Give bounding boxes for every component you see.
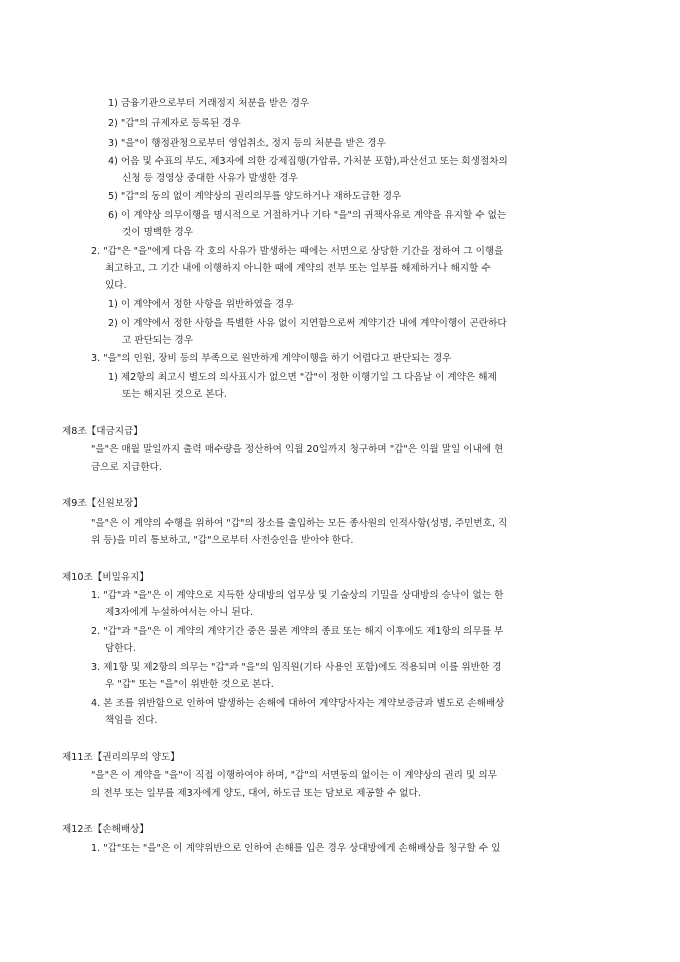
article-9-body-1: "을"은 이 계약의 수행을 위하여 "갑"의 장소를 출입하는 모든 종사원의 인적사항(성명, 주민번호, 직 xyxy=(91,518,508,529)
article-12-item-1: 1. "갑"또는 "을"은 이 계약위반으로 인하여 손해를 입은 경우 상대방에게 손해배상을 청구할 수 있 xyxy=(91,843,501,854)
article-8-heading: 제8조【대금지급】 xyxy=(62,426,143,437)
article-10-heading: 제10조【비밀유지】 xyxy=(62,572,150,583)
article-10-item-2-cont: 담한다. xyxy=(105,643,136,654)
article-12-heading: 제12조【손해배상】 xyxy=(62,824,150,835)
list-item-1-4-cont: 신청 등 경영상 중대한 사유가 발생한 경우 xyxy=(122,173,298,184)
article-10-item-3-cont: 우 "갑" 또는 "을"이 위반한 것으로 본다. xyxy=(105,679,274,690)
article-10-item-1: 1. "갑"과 "을"은 이 계약으로 지득한 상대방의 업무상 및 기술상의 기밀을 상대방의 승낙이 없는 한 xyxy=(91,590,504,601)
article-10-item-4-cont: 책임을 진다. xyxy=(105,715,158,726)
list-item-1-2: 2) "갑"의 규제자로 등록된 경우 xyxy=(108,118,241,129)
list-item-3-1-cont: 또는 해지된 것으로 본다. xyxy=(122,389,227,400)
article-9-heading: 제9조【신원보장】 xyxy=(62,498,143,509)
list-item-2-2: 2) 이 계약에서 정한 사항을 특별한 사유 없이 지연함으로써 계약기간 내에 계약이행이 곤란하다 xyxy=(108,318,507,329)
article-10-item-4: 4. 본 조를 위반함으로 인하여 발생하는 손해에 대하여 계약당사자는 계약보증금과 별도로 손해배상 xyxy=(91,698,505,709)
list-item-2-1: 1) 이 계약에서 정한 사항을 위반하였을 경우 xyxy=(108,299,294,310)
clause-item-2-cont-2: 있다. xyxy=(105,280,127,291)
list-item-1-4: 4) 어음 및 수표의 부도, 제3자에 의한 강제집행(가압류, 가처분 포함),파산선고 또는 회생절차의 xyxy=(108,156,508,167)
article-10-item-1-cont: 제3자에게 누설하여서는 아니 된다. xyxy=(105,607,254,618)
article-8-body-2: 금으로 지급한다. xyxy=(91,462,162,473)
article-8-body-1: "을"은 매월 말일까지 출력 매수량을 정산하여 익월 20일까지 청구하며 "갑"은 익월 말일 이내에 현 xyxy=(91,444,504,455)
list-item-2-2-cont: 고 판단되는 경우 xyxy=(122,335,193,346)
article-11-heading: 제11조【권리의무의 양도】 xyxy=(62,752,180,763)
list-item-1-3: 3) "을"이 행정관청으로부터 영업취소, 정지 등의 처분을 받은 경우 xyxy=(108,138,386,149)
clause-item-3: 3. "을"의 인원, 장비 등의 부족으로 원만하게 계약이행을 하기 어렵다고 판단되는 경우 xyxy=(91,353,452,364)
list-item-1-5: 5) "갑"의 동의 없이 계약상의 권리의무를 양도하거나 재하도급한 경우 xyxy=(108,191,402,202)
article-11-body-1: "을"은 이 계약을 "을"이 직접 이행하여야 하며, "갑"의 서면동의 없이는 이 계약상의 권리 및 의무 xyxy=(91,770,497,781)
article-10-item-2: 2. "갑"과 "을"은 이 계약의 계약기간 중은 물론 계약의 종료 또는 해지 이후에도 제1항의 의무를 부 xyxy=(91,626,504,637)
clause-item-2: 2. "갑"은 "을"에게 다음 각 호의 사유가 발생하는 때에는 서면으로 상당한 기간을 정하여 그 이행을 xyxy=(91,246,504,257)
clause-item-2-cont-1: 최고하고, 그 기간 내에 이행하지 아니한 때에 계약의 전부 또는 일부를 해제하거나 해지할 수 xyxy=(105,263,491,274)
article-11-body-2: 의 전부 또는 일부를 제3자에게 양도, 대여, 하도급 또는 담보로 제공할 수 없다. xyxy=(91,788,421,799)
article-9-body-2: 위 등)을 미리 통보하고, "갑"으로부터 사전승인을 받아야 한다. xyxy=(91,535,354,546)
list-item-1-6: 6) 이 계약상 의무이행을 명시적으로 거절하거나 기타 "을"의 귀책사유로 계약을 유지할 수 없는 xyxy=(108,210,507,221)
article-10-item-3: 3. 제1항 및 제2항의 의무는 "갑"과 "을"의 임직원(기타 사용인 포함)에도 적용되며 이를 위반한 경 xyxy=(91,662,502,673)
list-item-1-6-cont: 것이 명백한 경우 xyxy=(122,227,193,238)
list-item-3-1: 1) 제2항의 최고시 별도의 의사표시가 없으면 "갑"이 정한 이행기일 그 다음날 이 계약은 해제 xyxy=(108,372,497,383)
list-item-1-1: 1) 금융기관으로부터 거래정지 처분을 받은 경우 xyxy=(108,98,310,109)
